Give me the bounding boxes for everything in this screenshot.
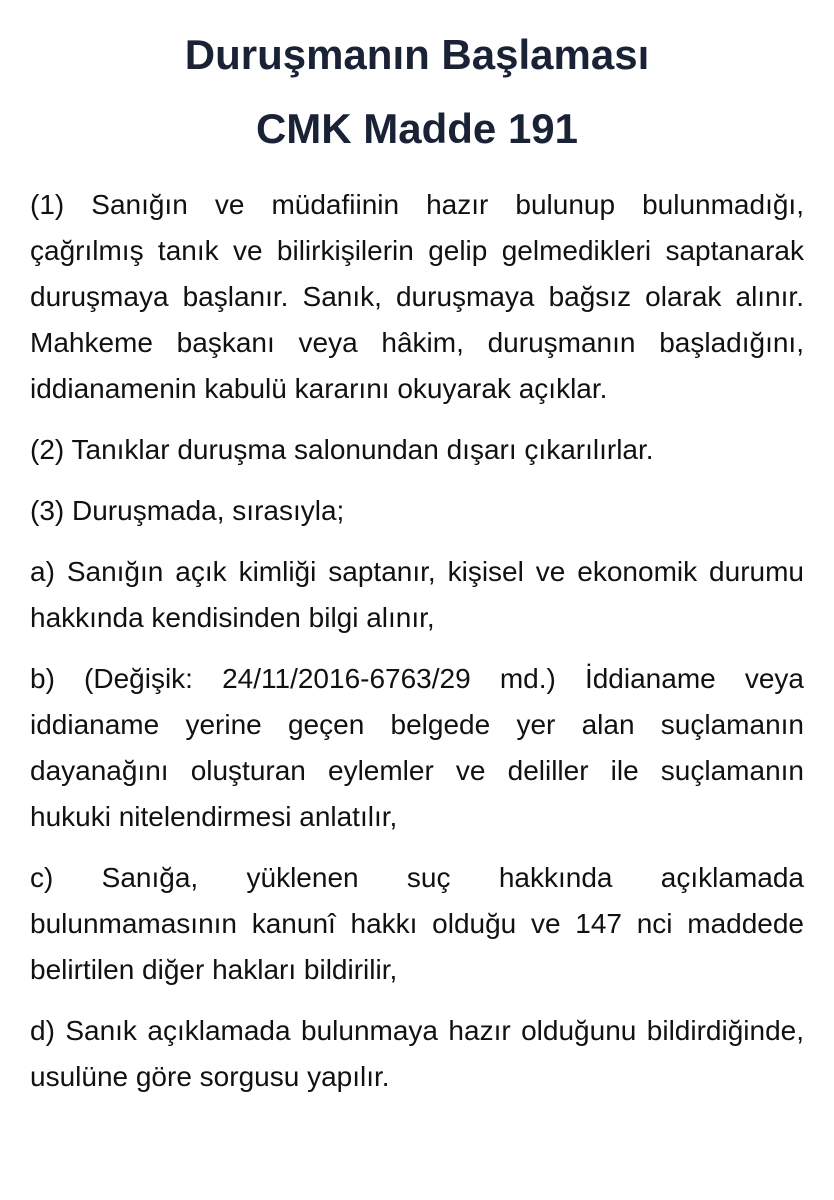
paragraph-3d: d) Sanık açıklamada bulunmaya hazır olduğunu bildirdiğinde, usulüne göre sorgusu yapılır.: [30, 1015, 804, 1092]
document-title: Duruşmanın Başlaması: [184, 31, 650, 78]
paragraph-2: (2) Tanıklar duruşma salonundan dışarı çıkarılırlar.: [30, 434, 654, 465]
document-body: [30, 182, 804, 1100]
paragraph-3a: a) Sanığın açık kimliği saptanır, kişisel ve ekonomik durumu hakkında kendisinden bilgi alınır,: [30, 556, 804, 633]
paragraph-3: (3) Duruşmada, sırasıyla;: [30, 495, 345, 526]
document-subtitle: CMK Madde 191: [255, 105, 579, 152]
paragraph-3c: c) Sanığa, yüklenen suç hakkında açıklamada bulunmamasının kanunî hakkı olduğu ve 147 nci maddede belirtilen diğer hakları bildirilir,: [30, 862, 804, 985]
paragraph-3b: b) (Değişik: 24/11/2016-6763/29 md.) İddianame veya iddianame yerine geçen belgede yer alan suçlamanın dayanağını oluşturan eylemler ve deliller ile suçlamanın hukuki nitelendirmesi anlatılır,: [30, 663, 804, 832]
paragraph-1: (1) Sanığın ve müdafiinin hazır bulunup bulunmadığı, çağrılmış tanık ve bilirkişilerin gelip gelmedikleri saptanarak duruşmaya başlanır. Sanık, duruşmaya bağsız olarak alınır. Mahkeme başkanı veya hâkim, duruşmanın başladığını, iddianamenin kabulü kararını okuyarak açıklar.: [30, 189, 804, 404]
